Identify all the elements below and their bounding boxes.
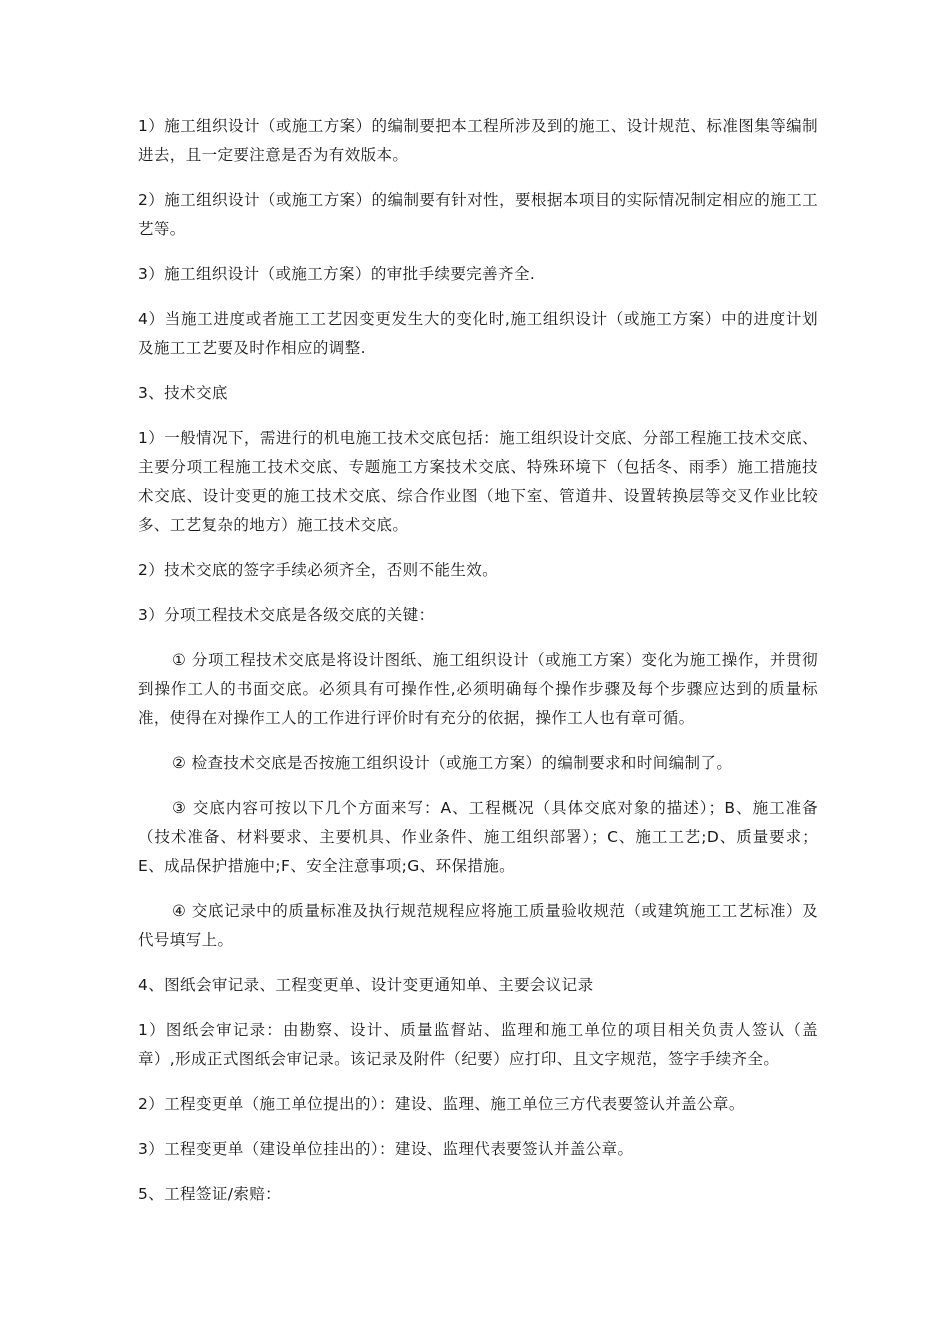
paragraph-plan-targeted: 2）施工组织设计（或施工方案）的编制要有针对性，要根据本项目的实际情况制定相应的施工工艺等。 — [138, 191, 818, 238]
paragraph-plan-approval: 3）施工组织设计（或施工方案）的审批手续要完善齐全. — [138, 265, 536, 283]
document-page — [138, 112, 818, 1225]
paragraph-briefing-item-2: ② 检查技术交底是否按施工组织设计（或施工方案）的编制要求和时间编制了。 — [172, 754, 733, 772]
paragraph-plan-adjust: 4）当施工进度或者施工工艺因变更发生大的变化时,施工组织设计（或施工方案）中的进度计划及施工工艺要及时作相应的调整. — [138, 310, 818, 357]
section-heading-claims: 5、工程签证/索赔： — [138, 1185, 282, 1203]
paragraph-briefing-item-1: ① 分项工程技术交底是将设计图纸、施工组织设计（或施工方案）变化为施工操作，并贯彻到操作工人的书面交底。必须具有可操作性,必须明确每个操作步骤及每个步骤应达到的质量标准，使得在对操作工人的工作进行评价时有充分的依据，操作工人也有章可循。 — [138, 651, 818, 727]
paragraph-drawing-review-record: 1）图纸会审记录：由勘察、设计、质量监督站、监理和施工单位的项目相关负责人签认（盖章）,形成正式图纸会审记录。该记录及附件（纪要）应打印、且文字规范，签字手续齐全。 — [138, 1021, 818, 1068]
paragraph-briefing-types: 1）一般情况下，需进行的机电施工技术交底包括：施工组织设计交底、分部工程施工技术交底、主要分项工程施工技术交底、专题施工方案技术交底、特殊环境下（包括冬、雨季）施工措施技术交底、设计变更的施工技术交底、综合作业图（地下室、管道井、设置转换层等交叉作业比较多、工艺复杂的地方）施工技术交底。 — [138, 429, 818, 534]
paragraph-plan-norms: 1）施工组织设计（或施工方案）的编制要把本工程所涉及到的施工、设计规范、标准图集等编制进去，且一定要注意是否为有效版本。 — [138, 117, 818, 164]
paragraph-briefing-key: 3）分项工程技术交底是各级交底的关键： — [138, 606, 435, 624]
paragraph-change-order-contractor: 2）工程变更单（施工单位提出的）：建设、监理、施工单位三方代表要签认并盖公章。 — [138, 1095, 745, 1113]
paragraph-briefing-item-4: ④ 交底记录中的质量标准及执行规范规程应将施工质量验收规范（或建筑施工工艺标准）及代号填写上。 — [138, 902, 818, 949]
paragraph-briefing-item-3: ③ 交底内容可按以下几个方面来写：A、工程概况（具体交底对象的描述）；B、施工准备（技术准备、材料要求、主要机具、作业条件、施工组织部署）；C、施工工艺;D、质量要求；E、成品保护措施中;F、安全注意事项;G、环保措施。 — [138, 799, 818, 875]
section-heading-drawing-review: 4、图纸会审记录、工程变更单、设计变更通知单、主要会议记录 — [138, 976, 594, 994]
section-heading-tech-briefing: 3、技术交底 — [138, 384, 228, 402]
paragraph-briefing-signature: 2）技术交底的签字手续必须齐全，否则不能生效。 — [138, 561, 499, 579]
paragraph-change-order-owner: 3）工程变更单（建设单位挂出的）：建设、监理代表要签认并盖公章。 — [138, 1140, 634, 1158]
